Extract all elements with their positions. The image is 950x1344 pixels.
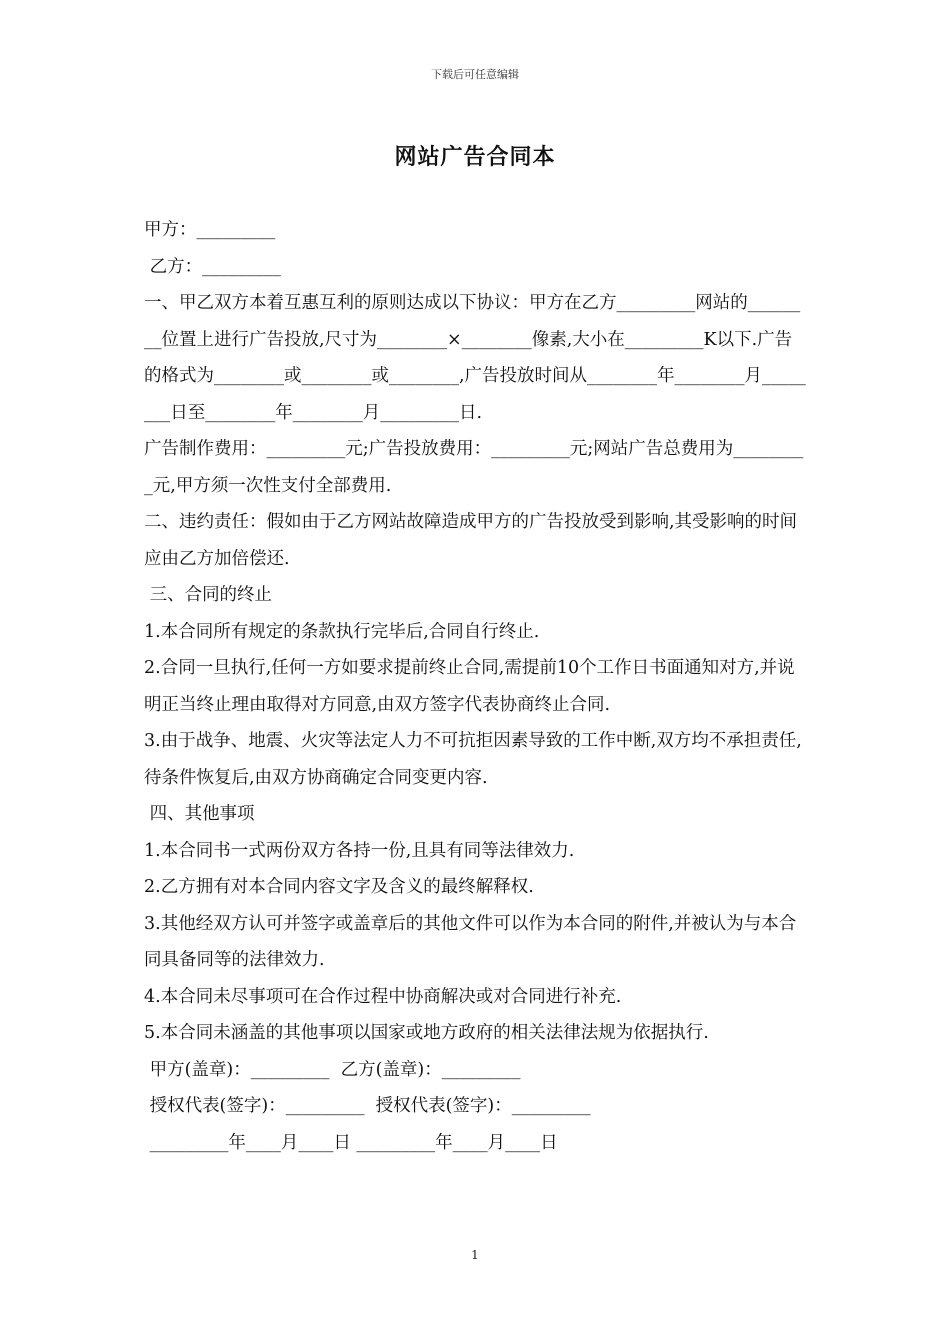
document-body <box>144 212 806 1161</box>
page-number: 1 <box>471 1248 479 1262</box>
clause-3-item-1: 1.本合同所有规定的条款执行完毕后,合同自行终止. <box>144 621 540 642</box>
clause-4-item-5: 5.本合同未涵盖的其他事项以国家或地方政府的相关法律法规为依据执行. <box>144 1023 709 1043</box>
clause-4-item-1: 1.本合同书一式两份双方各持一份,且具有同等法律效力. <box>144 840 575 861</box>
party-a-line: 甲方：_________ <box>144 220 276 240</box>
clause-4-item-2: 2.乙方拥有对本合同内容文字及含义的最终解释权. <box>144 877 534 897</box>
clause-3-heading: 三、合同的终止 <box>144 585 273 605</box>
date-line: _________年____月____日 _________年____月____日 <box>144 1132 558 1153</box>
clause-1-paragraph: 一、甲乙双方本着互惠互利的原则达成以下协议：甲方在乙方_________网站的________位置上进行广告投放,尺寸为________×________像素,大小在_________K以下.广告的格式为________或________或________,广告投放时间从________年________月________日至________年________月_________日. <box>144 293 806 423</box>
header-note: 下载后可任意编辑 <box>431 68 519 81</box>
signature-line: 授权代表(签字)：_________ 授权代表(签字)：_________ <box>144 1096 591 1116</box>
clause-2-paragraph: 二、违约责任：假如由于乙方网站故障造成甲方的广告投放受到影响,其受影响的时间应由乙方加倍偿还. <box>144 512 798 569</box>
party-b-line: 乙方：_________ <box>144 256 281 277</box>
fees-paragraph: 广告制作费用：_________元;广告投放费用：_________元;网站广告总费用为_________元,甲方须一次性支付全部费用. <box>144 439 804 496</box>
seal-line: 甲方(盖章)：_________ 乙方(盖章)：_________ <box>144 1059 521 1080</box>
clause-4-item-4: 4.本合同未尽事项可在合作过程中协商解决或对合同进行补充. <box>144 986 622 1007</box>
clause-3-item-3: 3.由于战争、地震、火灾等法定人力不可抗拒因素导致的工作中断,双方均不承担责任,待条件恢复后,由双方协商确定合同变更内容. <box>144 731 802 788</box>
clause-3-item-2: 2.合同一旦执行,任何一方如要求提前终止合同,需提前10个工作日书面通知对方,并说明正当终止理由取得对方同意,由双方签字代表协商终止合同. <box>144 658 795 715</box>
document-title: 网站广告合同本 <box>394 144 556 170</box>
clause-4-heading: 四、其他事项 <box>144 804 255 824</box>
clause-4-item-3: 3.其他经双方认可并签字或盖章后的其他文件可以作为本合同的附件,并被认为与本合同具备同等的法律效力. <box>144 913 797 970</box>
